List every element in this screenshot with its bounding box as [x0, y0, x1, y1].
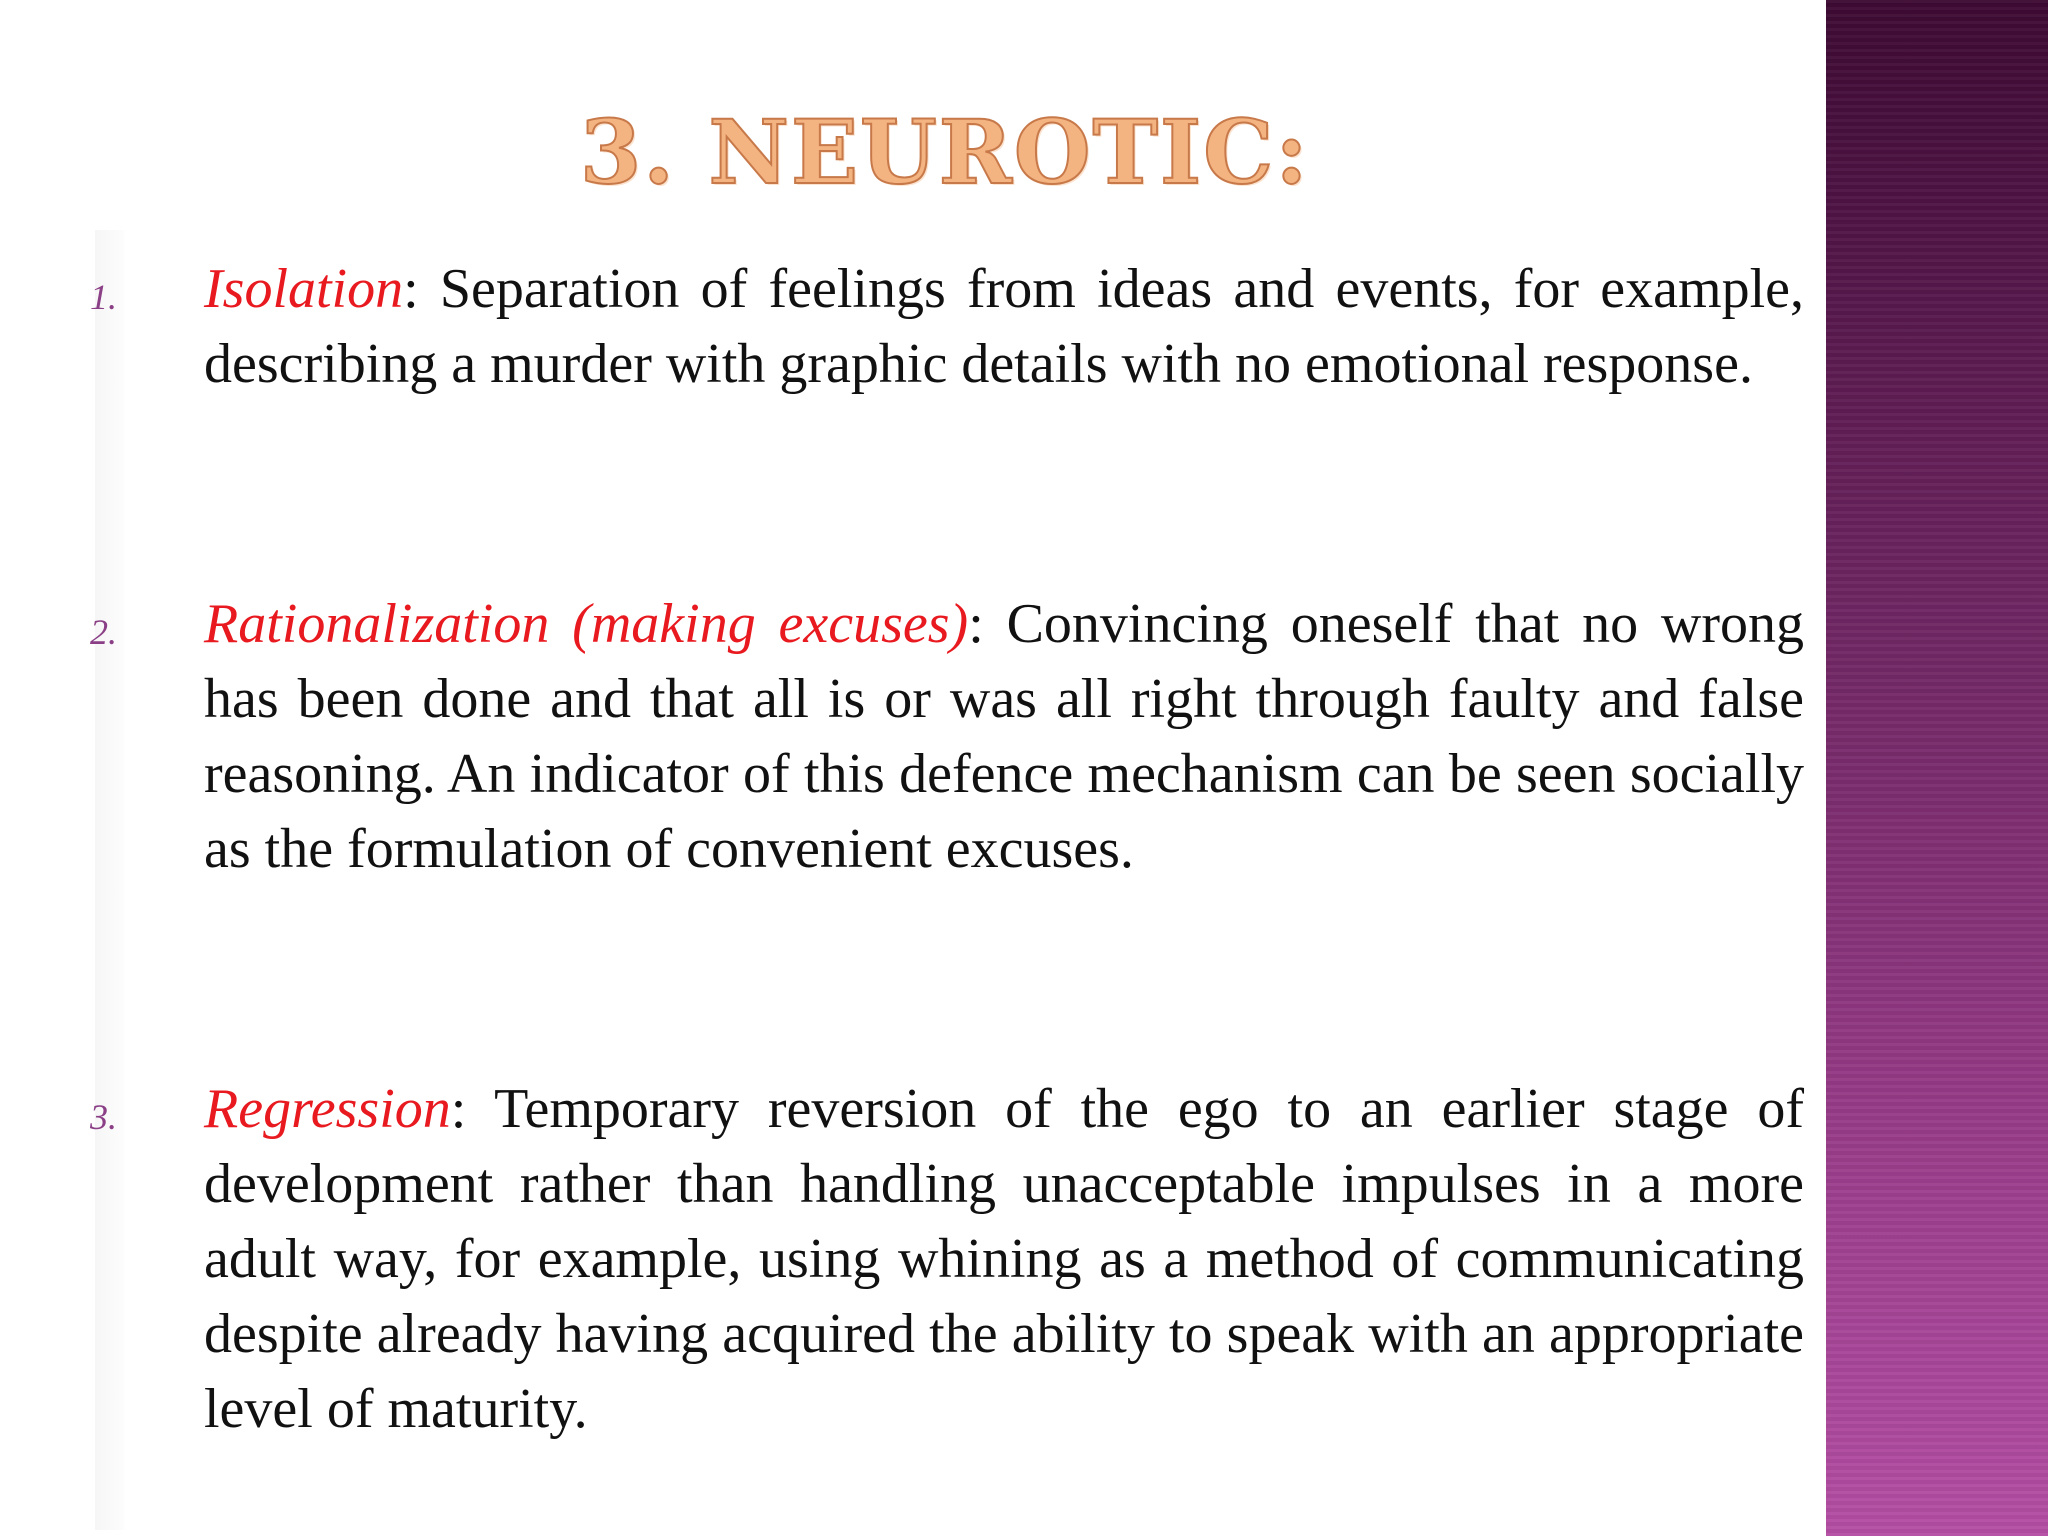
definition-rationalization: : Convincing oneself that no wrong has been done and that all is or was all right through faulty and false reasoning. An indicator of this defence mechanism can be seen socially as the formulation of convenient excuses.	[204, 593, 1805, 880]
list-number-3: 3.	[90, 1097, 117, 1137]
term-isolation: Isolation	[204, 258, 404, 320]
slide-title: 3. NEUROTIC:	[580, 100, 1310, 204]
list-number-1: 1.	[90, 277, 117, 317]
side-band-decoration	[1826, 0, 2048, 1536]
list-item-rationalization	[204, 587, 1804, 887]
list-number-2: 2.	[90, 612, 117, 652]
definition-regression: : Temporary reversion of the ego to an earlier stage of development rather than handling unacceptable impulses in a more adult way, for example, using whining as a method of communicating despite already having acquired the ability to speak with an appropriate level of maturity.	[204, 1078, 1804, 1440]
list-item-isolation	[204, 252, 1804, 402]
list-item-regression	[204, 1072, 1804, 1447]
term-regression: Regression	[204, 1078, 451, 1140]
definition-isolation: : Separation of feelings from ideas and events, for example, describing a murder with graphic details with no emotional response.	[204, 258, 1804, 395]
term-rationalization: Rationalization (making excuses)	[204, 593, 969, 655]
